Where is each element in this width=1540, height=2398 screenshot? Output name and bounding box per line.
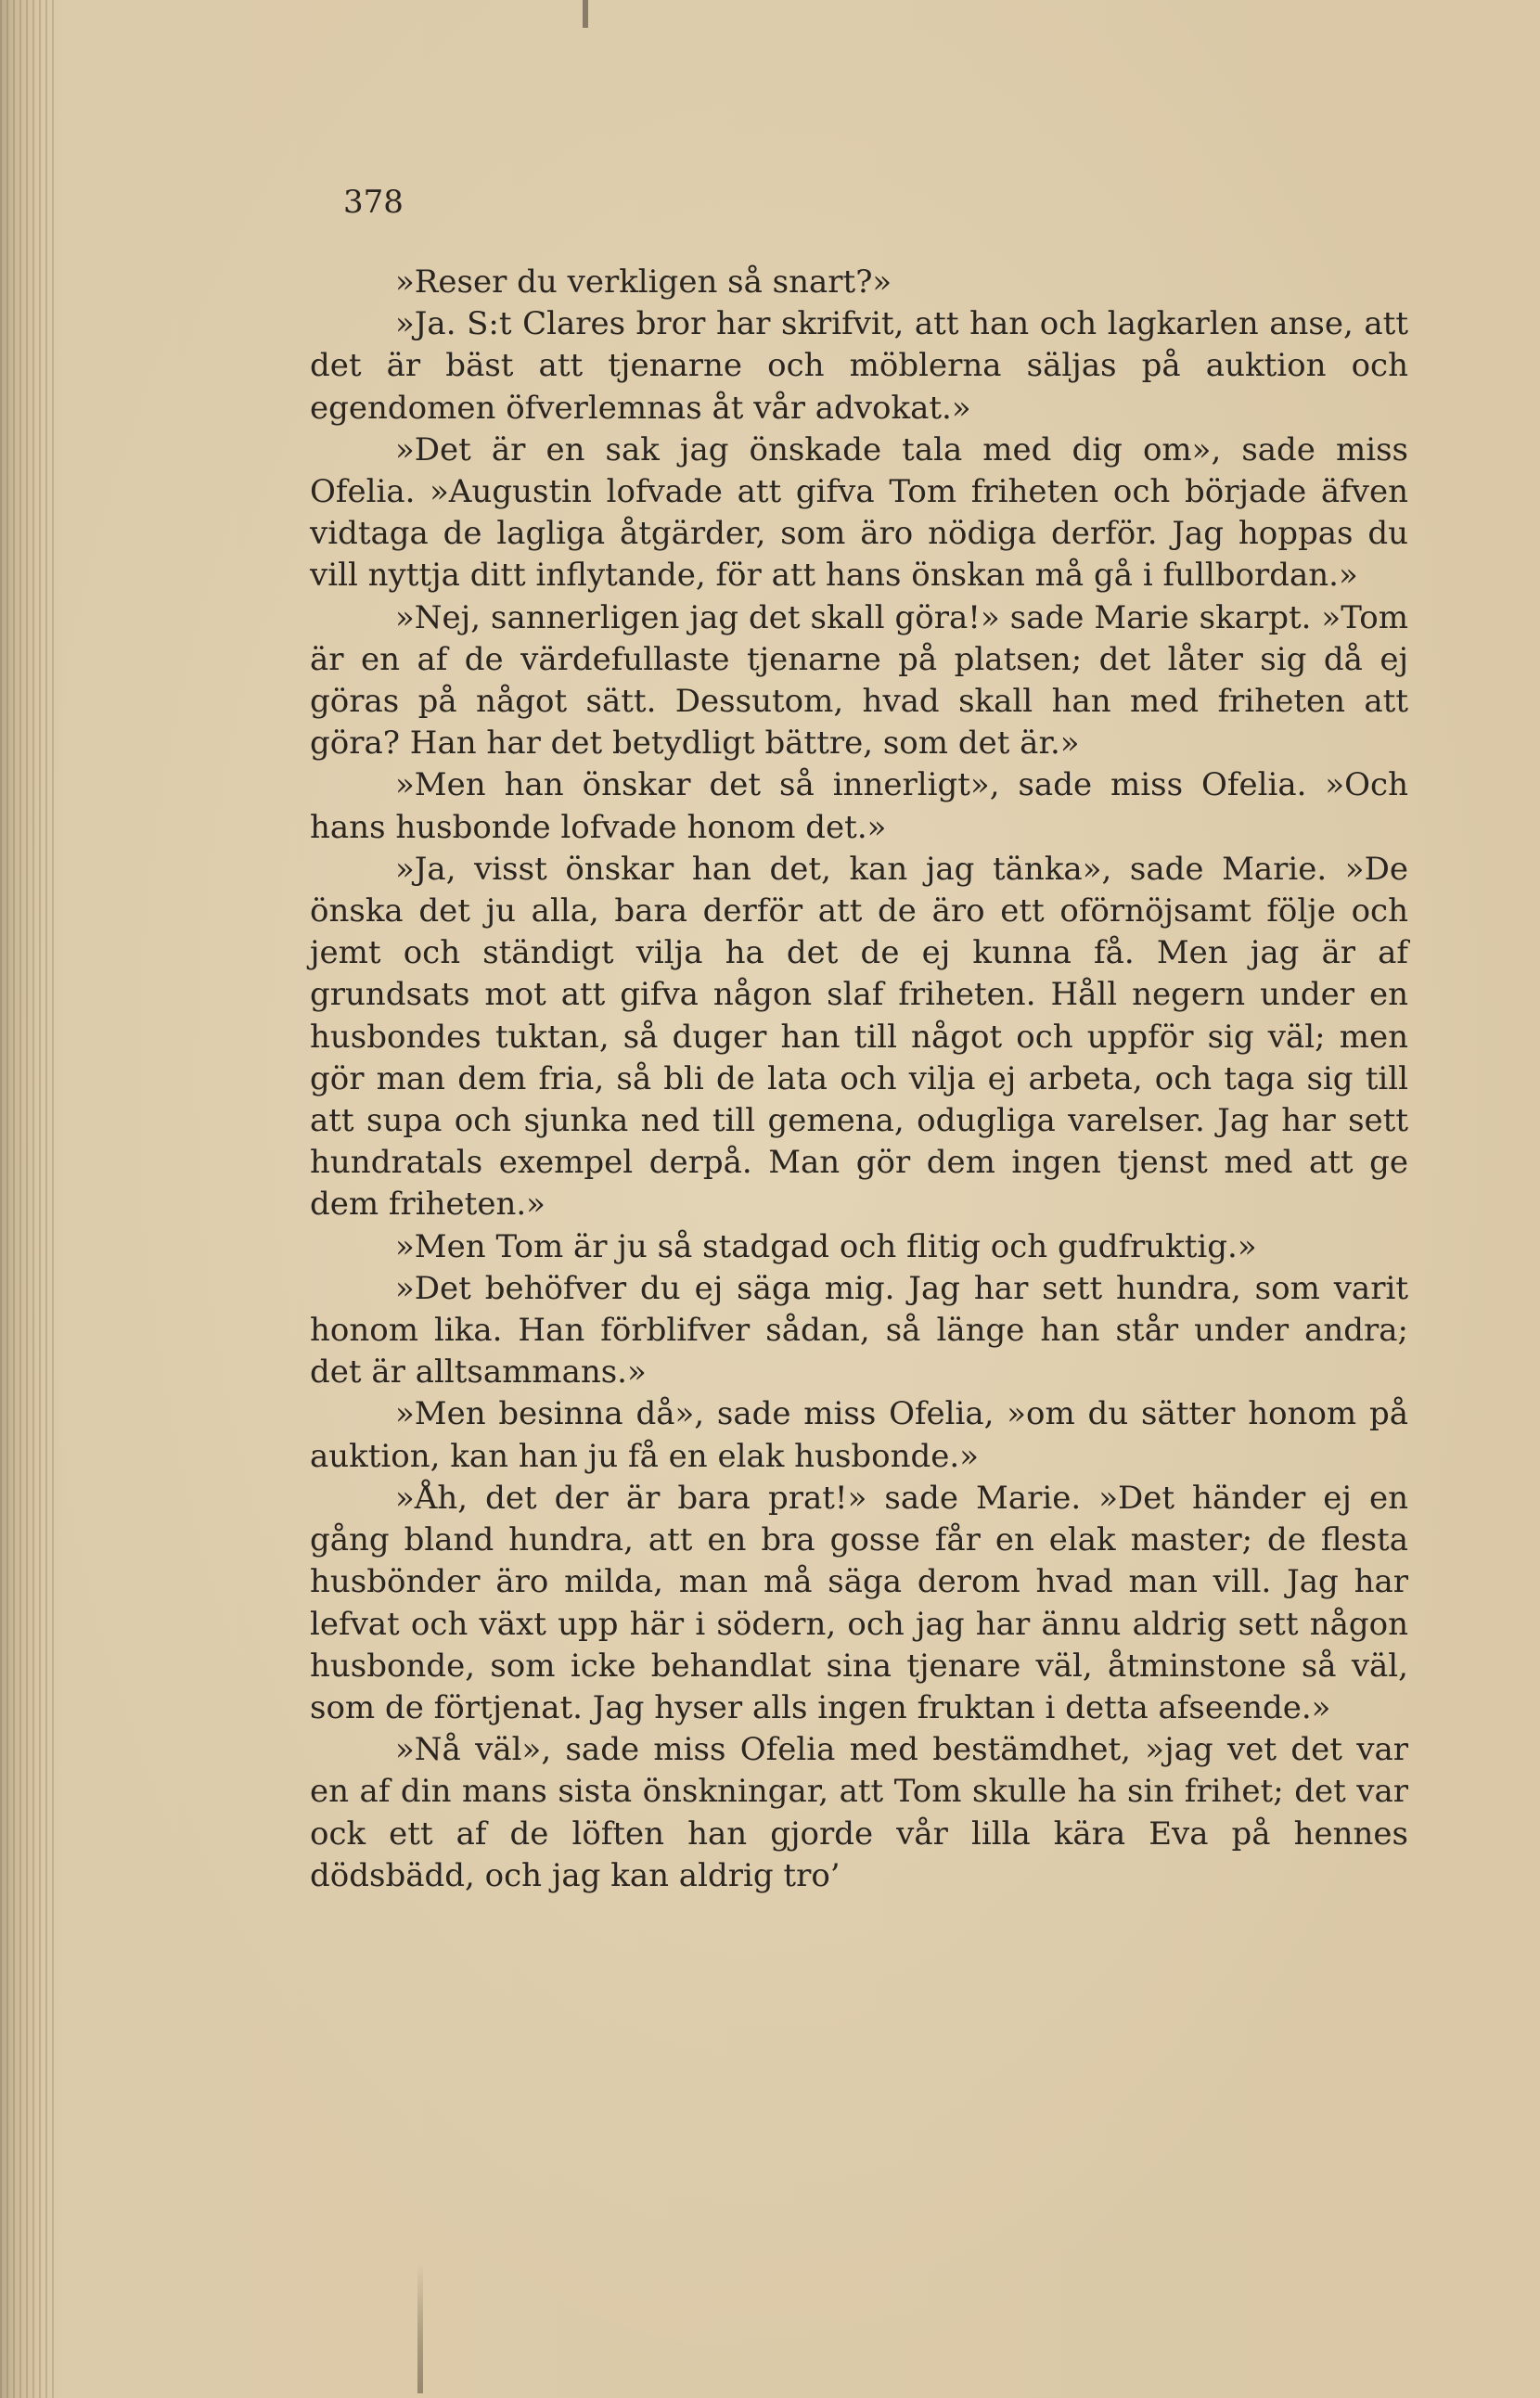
paragraph-9: »Men besinna då», sade miss Ofelia, »om du sätter honom på auktion, kan han ju få en elak husbonde.» [310,1395,1408,1475]
paragraph-5: »Men han önskar det så innerligt», sade miss Ofelia. »Och hans husbonde lofvade honom det.» [310,766,1408,846]
paragraph-10: »Åh, det der är bara prat!» sade Marie. »Det händer ej en gång bland hundra, att en bra gosse får en elak master; de flesta husbönder äro milda, man må säga derom hvad man vill. Jag har lefvat och växt upp här i södern, och jag har ännu aldrig sett någon husbonde, som icke behandlat sina tjenare väl, åtminstone så väl, som de förtjenat. Jag hyser alls ingen fruktan i detta afseende.» [310,1479,1408,1726]
paragraph-11: »Nå väl», sade miss Ofelia med bestämdhet, »jag vet det var en af din mans sista önskningar, att Tom skulle ha sin frihet; det var ock ett af de löften han gjorde vår lilla kära Eva på hennes dödsbädd, och jag kan aldrig tro’ [310,1731,1408,1894]
paragraph-3: »Det är en sak jag önskade tala med dig om», sade miss Ofelia. »Augustin lofvade att gifva Tom friheten och började äfven vidtaga de lagliga åtgärder, som äro nödiga derför. Jag hoppas du vill nyttja ditt inflytande, för att hans önskan må gå i fullbordan.» [310,430,1408,595]
paragraph-8: »Det behöfver du ej säga mig. Jag har sett hundra, som varit honom lika. Han förblifver sådan, så länge han står under andra; det är alltsammans.» [310,1269,1408,1391]
page-number: 378 [343,184,404,221]
body-text [310,262,1408,1897]
bottom-smudge [417,2263,423,2393]
binding-gutter [0,0,54,2398]
paragraph-4: »Nej, sannerligen jag det skall göra!» sade Marie skarpt. »Tom är en af de värdefullaste tjenarne på platsen; det låter sig då ej göras på något sätt. Dessutom, hvad skall han med friheten att göra? Han har det betydligt bättre, som det är.» [310,598,1408,763]
paragraph-1: »Reser du verkligen så snart?» [395,263,892,301]
paragraph-6: »Ja, visst önskar han det, kan jag tänka», sade Marie. »De önska det ju alla, bara derför att de äro ett oförnöjsamt följe och jemt och ständigt vilja ha det de ej kunna få. Men jag är af grundsats mot att gifva någon slaf friheten. Håll negern under en husbondes tuktan, så duger han till något och uppför sig väl; men gör man dem fria, så bli de lata och vilja ej arbeta, och taga sig till att supa och sjunka ned till gemena, odugliga varelser. Jag har sett hundratals exempel derpå. Man gör dem ingen tjenst med att ge dem friheten.» [310,850,1408,1224]
ink-mark [583,0,588,28]
paragraph-7: »Men Tom är ju så stadgad och flitig och gudfruktig.» [395,1227,1257,1265]
paragraph-2: »Ja. S:t Clares bror har skrifvit, att han och lagkarlen anse, att det är bäst att tjenarne och möblerna säljas på auktion och egendomen öfverlemnas åt vår advokat.» [310,305,1408,427]
